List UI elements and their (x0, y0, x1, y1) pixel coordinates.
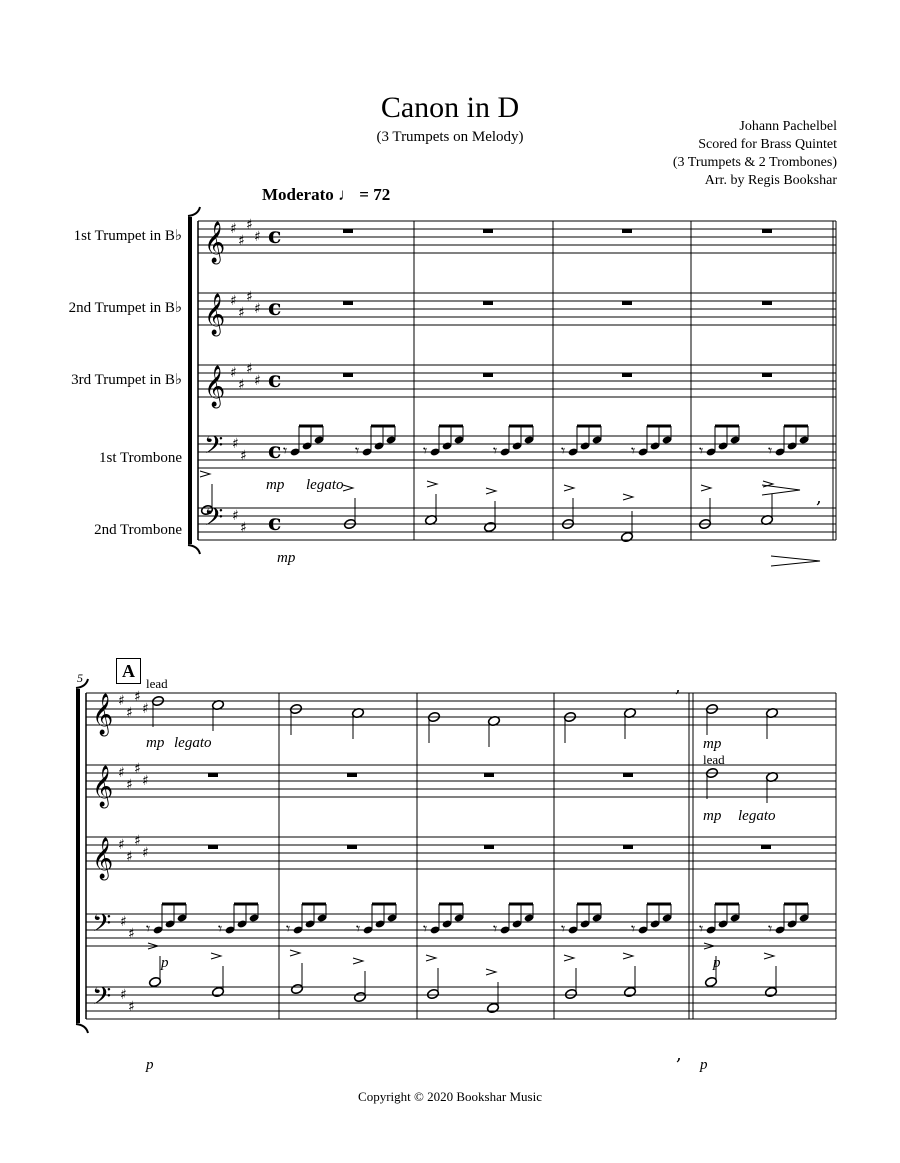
trombone-1-eighth-rest-icon: 𝄾 (218, 919, 223, 938)
scoring-note: Scored for Brass Quintet (698, 137, 837, 152)
articulation-trumpet-2: legato (738, 808, 776, 824)
system-1-sharp-icon: ♯ (232, 508, 239, 524)
system-2-bracket-bottom (76, 1024, 88, 1033)
dynamic-trombone-1: mp (266, 477, 285, 493)
whole-rest-icon (343, 373, 353, 377)
system-2-sharp-icon: ♯ (118, 837, 125, 853)
system-1-sharp-icon: ♯ (254, 373, 261, 389)
whole-rest-icon (622, 373, 632, 377)
whole-rest-icon (761, 845, 771, 849)
tempo-label: Moderato (262, 185, 334, 204)
measure-number: 5 (77, 671, 83, 685)
system-1-time-signature-icon: c (268, 295, 282, 321)
system-1-sharp-icon: ♯ (254, 301, 261, 317)
dynamic-trumpet-2-m9: mp (703, 808, 722, 824)
dynamic-trumpet-1-m9: mp (703, 736, 722, 752)
instrument-label-trombone-2: 2nd Trombone (94, 522, 182, 538)
accent-icon (427, 481, 437, 487)
articulation-trumpet-1: legato (174, 735, 212, 751)
accent-icon (211, 953, 221, 959)
instrument-label-trumpet-2: 2nd Trumpet in B♭ (68, 300, 182, 316)
accent-icon (343, 485, 353, 491)
trombone-1-eighth-rest-icon: 𝄾 (286, 919, 291, 938)
system-1-bass-clef-icon: 𝄢 (204, 503, 224, 538)
breath-mark-icon: , (675, 676, 681, 697)
system-1-time-signature-icon: c (268, 223, 282, 249)
dynamic-trombone-2: mp (277, 550, 296, 566)
page-subtitle: (3 Trumpets on Melody) (376, 129, 524, 145)
tempo-value: = 72 (359, 185, 391, 204)
system-2-sharp-icon: ♯ (142, 845, 149, 861)
accent-icon (701, 485, 711, 491)
system-1-sharp-icon: ♯ (238, 305, 245, 321)
trombone-1-eighth-rest-icon: 𝄾 (631, 919, 636, 938)
accent-icon (623, 953, 633, 959)
lead-label-trumpet-2: lead (703, 752, 725, 767)
system-2-treble-clef-icon: 𝄞 (92, 766, 114, 807)
accent-icon (426, 955, 436, 961)
system-2-sharp-icon: ♯ (134, 833, 141, 849)
system-2-sharp-icon: ♯ (120, 987, 127, 1003)
system-2-sharp-icon: ♯ (134, 761, 141, 777)
accent-icon (486, 488, 496, 494)
arranger: Arr. by Regis Bookshar (704, 173, 837, 188)
trombone-1-eighth-rest-icon: 𝄾 (423, 441, 428, 460)
whole-rest-icon (762, 373, 772, 377)
system-2-bass-clef-icon: 𝄢 (92, 909, 112, 944)
decrescendo-icon (771, 556, 820, 566)
accent-icon (290, 950, 300, 956)
accent-icon (564, 485, 574, 491)
system-1-sharp-icon: ♯ (240, 448, 247, 464)
system-1-bracket-bottom (188, 545, 200, 554)
rehearsal-mark: A (116, 658, 141, 684)
trombone-1-eighth-rest-icon: 𝄾 (768, 441, 773, 460)
system-1-time-signature-icon: c (268, 367, 282, 393)
dynamic-trombone-1-m9: p (713, 955, 721, 971)
dynamic-trumpet-1: mp (146, 735, 165, 751)
system-2-sharp-icon: ♯ (118, 693, 125, 709)
dynamic-trombone-2-s2: p (146, 1057, 154, 1073)
whole-rest-icon (347, 773, 357, 777)
copyright-notice: Copyright © 2020 Bookshar Music (358, 1089, 542, 1104)
whole-rest-icon (208, 773, 218, 777)
system-2-sharp-icon: ♯ (126, 849, 133, 865)
system-1-sharp-icon: ♯ (246, 361, 253, 377)
whole-rest-icon (762, 229, 772, 233)
quarter-note-icon: ♩ (338, 185, 356, 204)
whole-rest-icon (483, 301, 493, 305)
accent-icon (623, 494, 633, 500)
decrescendo-icon (762, 485, 800, 495)
system-1-bass-clef-icon: 𝄢 (204, 431, 224, 466)
system-2-sharp-icon: ♯ (128, 926, 135, 942)
system-1-bracket-top (188, 207, 200, 216)
whole-rest-icon (484, 845, 494, 849)
system-1-sharp-icon: ♯ (238, 377, 245, 393)
whole-rest-icon (762, 301, 772, 305)
trombone-1-eighth-rest-icon: 𝄾 (146, 919, 151, 938)
trombone-1-eighth-rest-icon: 𝄾 (561, 441, 566, 460)
whole-rest-icon (623, 845, 633, 849)
trombone-1-eighth-rest-icon: 𝄾 (493, 919, 498, 938)
dynamic-trombone-2-m9: p (700, 1057, 708, 1073)
system-2-sharp-icon: ♯ (118, 765, 125, 781)
whole-rest-icon (483, 373, 493, 377)
trombone-1-eighth-rest-icon: 𝄾 (356, 919, 361, 938)
trombone-1-eighth-rest-icon: 𝄾 (283, 441, 288, 460)
page-title: Canon in D (380, 91, 520, 124)
system-1-sharp-icon: ♯ (230, 365, 237, 381)
system-1-time-signature-icon: c (268, 510, 282, 536)
system-1-time-signature-icon: c (268, 438, 282, 464)
trombone-1-eighth-rest-icon: 𝄾 (768, 919, 773, 938)
system-2-sharp-icon: ♯ (142, 701, 149, 717)
system-2-sharp-icon: ♯ (134, 689, 141, 705)
trombone-1-eighth-rest-icon: 𝄾 (423, 919, 428, 938)
instrumentation-note: (3 Trumpets & 2 Trombones) (672, 155, 837, 170)
system-1-treble-clef-icon: 𝄞 (204, 366, 226, 407)
whole-rest-icon (622, 229, 632, 233)
system-1-sharp-icon: ♯ (232, 436, 239, 452)
instrument-label-trombone-1: 1st Trombone (99, 450, 182, 466)
system-1-sharp-icon: ♯ (230, 221, 237, 237)
whole-rest-icon (623, 773, 633, 777)
trombone-1-eighth-rest-icon: 𝄾 (699, 919, 704, 938)
whole-rest-icon (343, 301, 353, 305)
system-1-sharp-icon: ♯ (246, 289, 253, 305)
whole-rest-icon (343, 229, 353, 233)
whole-rest-icon (347, 845, 357, 849)
system-1-sharp-icon: ♯ (230, 293, 237, 309)
system-1-sharp-icon: ♯ (240, 520, 247, 536)
accent-icon (764, 953, 774, 959)
instrument-label-trumpet-1: 1st Trumpet in B♭ (73, 228, 182, 244)
trombone-1-eighth-rest-icon: 𝄾 (699, 441, 704, 460)
trombone-1-eighth-rest-icon: 𝄾 (355, 441, 360, 460)
accent-icon (200, 471, 210, 477)
instrument-label-trumpet-3: 3rd Trumpet in B♭ (71, 372, 182, 388)
whole-rest-icon (483, 229, 493, 233)
system-2-treble-clef-icon: 𝄞 (92, 838, 114, 879)
articulation-trombone-1: legato (306, 477, 344, 493)
whole-rest-icon (208, 845, 218, 849)
system-1-treble-clef-icon: 𝄞 (204, 222, 226, 263)
accent-icon (353, 958, 363, 964)
breath-mark-icon: , (816, 487, 822, 508)
breath-mark-icon: , (676, 1044, 682, 1065)
whole-rest-icon (484, 773, 494, 777)
system-2-sharp-icon: ♯ (126, 705, 133, 721)
system-2-sharp-icon: ♯ (126, 777, 133, 793)
system-1-treble-clef-icon: 𝄞 (204, 294, 226, 335)
system-2-sharp-icon: ♯ (142, 773, 149, 789)
dynamic-trombone-1-s2: p (161, 955, 169, 971)
accent-icon (486, 969, 496, 975)
system-2-treble-clef-icon: 𝄞 (92, 694, 114, 735)
lead-label-trumpet-1: lead (146, 676, 168, 691)
whole-rest-icon (622, 301, 632, 305)
system-1-sharp-icon: ♯ (246, 217, 253, 233)
trombone-1-eighth-rest-icon: 𝄾 (493, 441, 498, 460)
system-2-sharp-icon: ♯ (128, 999, 135, 1015)
system-1-sharp-icon: ♯ (238, 233, 245, 249)
system-2-bass-clef-icon: 𝄢 (92, 982, 112, 1017)
system-1-sharp-icon: ♯ (254, 229, 261, 245)
accent-icon (564, 955, 574, 961)
system-2-sharp-icon: ♯ (120, 914, 127, 930)
trombone-1-eighth-rest-icon: 𝄾 (561, 919, 566, 938)
composer: Johann Pachelbel (739, 119, 837, 134)
trombone-1-eighth-rest-icon: 𝄾 (631, 441, 636, 460)
